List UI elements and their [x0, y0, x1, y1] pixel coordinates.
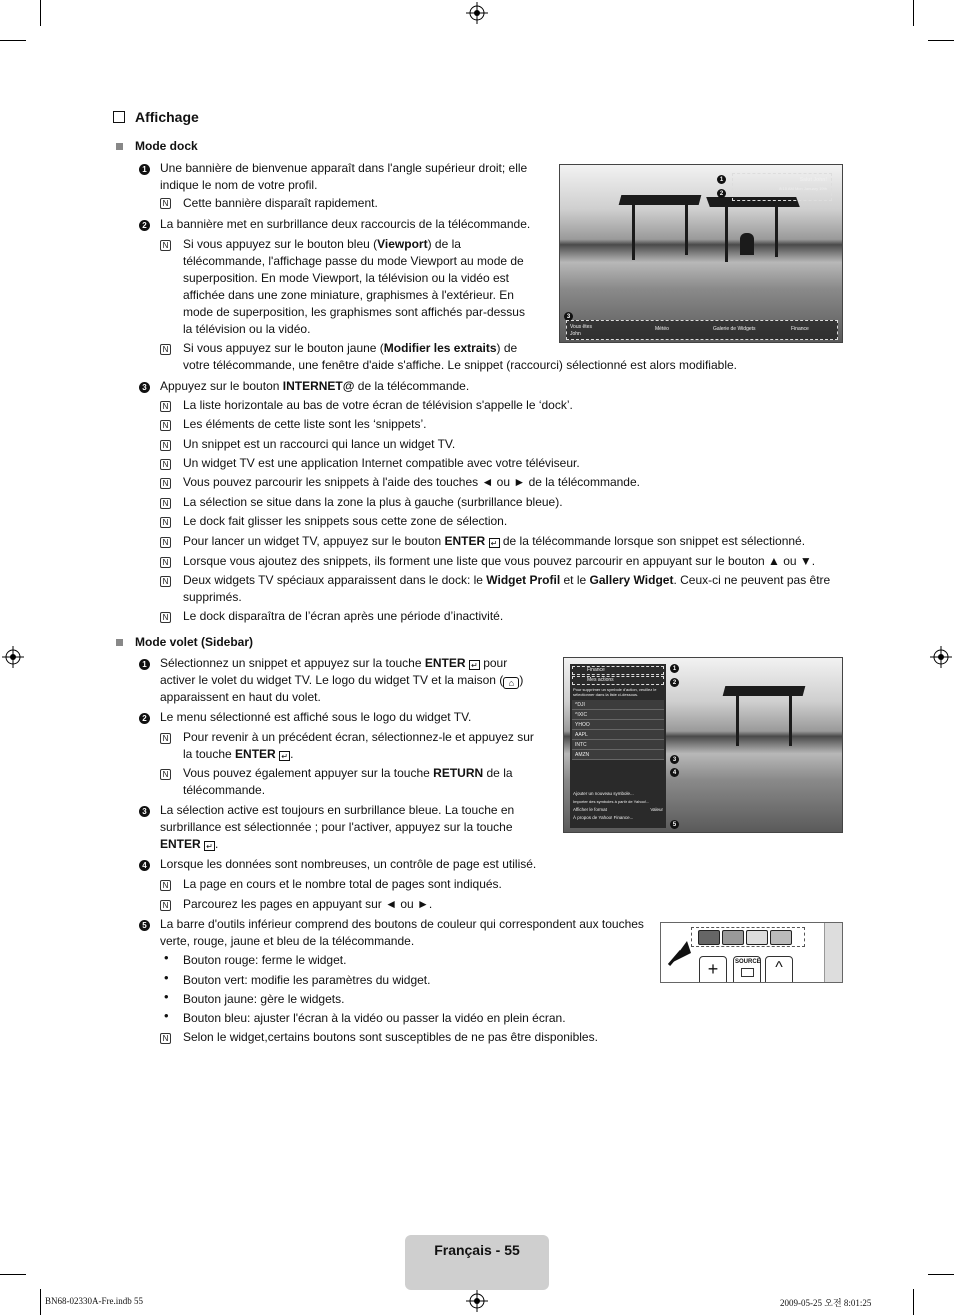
volume-up-button[interactable]: + [699, 956, 727, 983]
dock-heading: Mode dock [135, 139, 198, 153]
note-icon: N [160, 459, 171, 470]
crop-mark [913, 1289, 914, 1315]
sidebar-action[interactable]: Afficher le format [573, 807, 607, 812]
note-icon: N [160, 537, 171, 548]
sidebar-item1-line3: apparaissent en haut du volet. [160, 690, 321, 704]
source-button[interactable] [733, 956, 761, 983]
dock-item3-note: Les éléments de cette liste sont les ‘snippets’. [183, 417, 427, 431]
pointer-arrow-icon [667, 939, 697, 967]
hut-roof [723, 686, 806, 696]
dock-item2-text: La bannière met en surbrillance deux raccourcis de la télécommande. [160, 217, 531, 231]
welcome-banner [732, 173, 832, 201]
stock-list [572, 700, 664, 760]
registration-mark-icon [2, 646, 24, 668]
number-1-icon: 1 [139, 164, 150, 175]
callout-5-icon: 5 [670, 820, 679, 829]
source-label: SOURCE [735, 959, 761, 965]
dock-note-list: Lorsque vous ajoutez des snippets, ils forment une liste que vous pouvez parcourir en appuyant sur le bouton ▲ ou ▼. [183, 554, 816, 568]
number-2-icon: 2 [139, 220, 150, 231]
hut-post [775, 207, 778, 257]
note-icon: N [160, 612, 171, 623]
number-2-icon: 2 [139, 713, 150, 724]
file-name: BN68-02330A-Fre.indb 55 [45, 1296, 143, 1306]
print-date: 2009-05-25 오전 8:01:25 [780, 1298, 872, 1308]
bullet-icon: • [164, 1008, 169, 1023]
note-icon: N [160, 900, 171, 911]
widget-dock[interactable] [566, 320, 838, 340]
sidebar-item2-note2-line: télécommande. [183, 783, 266, 797]
dock-mode-screenshot [559, 164, 843, 343]
section-title: Affichage [135, 109, 199, 125]
page-number: Français - 55 [434, 1242, 520, 1258]
page-number-box [405, 1235, 549, 1290]
dock-item3-note: La liste horizontale au bas de votre écran de télévision s'appelle le ‘dock’. [183, 398, 573, 412]
stock-row[interactable]: AMZN [572, 750, 664, 760]
callout-1-icon: 1 [670, 664, 679, 673]
dock-snippet-gallery[interactable]: Galerie de Widgets [713, 326, 756, 332]
sidebar-action[interactable]: Importer des symboles à partir de Yahoo!... [573, 799, 650, 804]
dock-item2-note2: Si vous appuyez sur le bouton jaune (Modifier les extraits) de [183, 341, 518, 355]
note-icon: N [160, 344, 171, 355]
square-bullet-icon [116, 639, 123, 646]
sidebar-item2: Le menu sélectionné est affiché sous le logo du widget TV. [160, 710, 472, 724]
crop-mark [928, 1274, 954, 1275]
hut-post [789, 696, 792, 746]
sidebar-item3: La sélection active est toujours en surbrillance bleue. La touche en [160, 803, 515, 817]
welcome-text: Salut John! [799, 177, 827, 183]
hut-post [685, 205, 688, 255]
callout-3-icon: 3 [564, 312, 573, 321]
stock-row[interactable]: YHOO [572, 720, 664, 730]
dock-snippet-profile[interactable]: Vous êtes John [570, 324, 592, 337]
checkbox-icon [113, 111, 125, 123]
person-silhouette [740, 233, 754, 255]
sidebar-mode-screenshot [563, 657, 843, 833]
sidebar-format-value: Valeur [650, 807, 663, 812]
callout-3-icon: 3 [670, 755, 679, 764]
note-icon: N [160, 517, 171, 528]
sidebar-title: Finance [572, 666, 664, 675]
callout-1-icon: 1 [717, 175, 726, 184]
bullet-icon: • [164, 950, 169, 965]
dock-item2-note1: Si vous appuyez sur le bouton bleu (Viewport) de la [183, 237, 461, 251]
dock-snippet-finance[interactable]: Finance [791, 326, 809, 332]
sidebar-description: Pour supprimer un symbole d'action, veuillez le sélectionner dans la liste ci-dessous. [573, 687, 657, 697]
remote-illustration [660, 922, 843, 983]
welcome-subtext: 8:15 AM Mon January 19th [779, 186, 827, 191]
crop-mark [40, 0, 41, 26]
note-icon: N [160, 440, 171, 451]
dock-item1-note: Cette bannière disparaît rapidement. [183, 196, 378, 210]
sidebar-item2-note1: Pour revenir à un précédent écran, sélectionnez-le et appuyez sur [183, 730, 534, 744]
blue-button[interactable] [770, 930, 792, 945]
sidebar-menu[interactable]: Mes actions [572, 676, 664, 685]
dock-note-last: Le dock disparaîtra de l’écran après une période d’inactivité. [183, 609, 504, 623]
sidebar-item2-note1-line: la touche ENTER ↵ . [183, 747, 294, 761]
number-3-icon: 3 [139, 806, 150, 817]
registration-mark-icon [466, 1290, 488, 1312]
callout-4-icon: 4 [670, 768, 679, 777]
sidebar-item5: La barre d'outils inférieur comprend des boutons de couleur qui correspondent aux touches [160, 917, 644, 931]
callout-2-icon: 2 [670, 678, 679, 687]
hut-post [725, 207, 728, 262]
number-1-icon: 1 [139, 659, 150, 670]
enter-key-icon: ↵ [469, 660, 480, 670]
dock-item3-note: Vous pouvez parcourir les snippets à l'aide des touches ◄ ou ► de la télécommande. [183, 475, 640, 489]
sidebar-item3-line: ENTER ↵ . [160, 837, 219, 851]
remote-side [824, 923, 843, 982]
note-icon: N [160, 478, 171, 489]
dock-item3-note: Un widget TV est une application Internet compatible avec votre téléviseur. [183, 456, 580, 470]
dock-item3-note: Un snippet est un raccourci qui lance un widget TV. [183, 437, 456, 451]
green-button[interactable] [722, 930, 744, 945]
red-button[interactable] [698, 930, 720, 945]
registration-mark-icon [466, 2, 488, 24]
bullet-blue: Bouton bleu: ajuster l'écran à la vidéo ou passer la vidéo en plein écran. [183, 1011, 566, 1025]
crop-mark [40, 1289, 41, 1315]
sidebar-action[interactable]: Ajouter un nouveau symbole... [573, 791, 634, 796]
stock-row[interactable]: INTC [572, 740, 664, 750]
stock-row[interactable]: AAPL [572, 730, 664, 740]
source-icon [741, 968, 754, 977]
number-4-icon: 4 [139, 860, 150, 871]
sidebar-action[interactable]: À propos de Yahoo! Finance... [573, 815, 634, 820]
note-icon: N [160, 240, 171, 251]
bullet-icon: • [164, 970, 169, 985]
sidebar-final-note: Selon le widget,certains boutons sont susceptibles de ne pas être disponibles. [183, 1030, 598, 1044]
note-icon: N [160, 733, 171, 744]
bullet-yellow: Bouton jaune: gère le widgets. [183, 992, 345, 1006]
sidebar-item4: Lorsque les données sont nombreuses, un contrôle de page est utilisé. [160, 857, 537, 871]
dock-snippet-weather[interactable]: Météo [655, 326, 669, 332]
note-icon: N [160, 198, 171, 209]
dock-item3-text: Appuyez sur le bouton INTERNET@ de la télécommande. [160, 379, 470, 393]
sidebar-item2-note2: Vous pouvez également appuyer sur la touche RETURN de la [183, 766, 513, 780]
bullet-green: Bouton vert: modifie les paramètres du widget. [183, 973, 431, 987]
dock-item2-note1-line: mode de superposition, les graphismes sont affichés par-dessus [183, 305, 525, 319]
sidebar-item4-note: Parcourez les pages en appuyant sur ◄ ou ►. [183, 897, 433, 911]
hut-post [736, 696, 739, 746]
dock-note-special: Deux widgets TV spéciaux apparaissent dans le dock: le Widget Profil et le Gallery Widget. Ceux-ci ne peuvent pas être [183, 573, 831, 587]
note-icon: N [160, 576, 171, 587]
stock-row[interactable]: ^DJI [572, 700, 664, 710]
dock-note-enter: Pour lancer un widget TV, appuyez sur le bouton ENTER ↵ de la télécommande lorsque son snippet est sélectionné. [183, 534, 806, 548]
enter-key-icon: ↵ [204, 841, 215, 851]
crop-mark [928, 40, 954, 41]
note-icon: N [160, 498, 171, 509]
dock-item2-note1-line: télécommande, l'affichage passe du mode Viewport au mode de [183, 254, 524, 268]
sidebar-item1-line2: activer le volet du widget TV. Le logo du widget TV et la maison ( ⌂ ) [160, 673, 524, 688]
dock-item2-note1-line: affichée dans une zone miniature, graphismes à l'extérieur. En [183, 288, 514, 302]
bullet-icon: • [164, 989, 169, 1004]
dock-item3-note: La sélection se situe dans la zone la plus à gauche (surbrillance bleue). [183, 495, 563, 509]
home-icon: ⌂ [503, 677, 519, 689]
square-bullet-icon [116, 143, 123, 150]
sidebar-item1: Sélectionnez un snippet et appuyez sur la touche ENTER ↵ pour [160, 656, 508, 670]
dock-item3-note: Le dock fait glisser les snippets sous cette zone de sélection. [183, 514, 508, 528]
sidebar-panel [570, 664, 666, 828]
callout-2-icon: 2 [717, 189, 726, 198]
dock-item1-text: Une bannière de bienvenue apparaît dans l'angle supérieur droit; elle [160, 161, 528, 175]
dock-item2-note1-line: la télévision ou la vidéo. [183, 322, 311, 336]
sidebar-heading: Mode volet (Sidebar) [135, 635, 254, 649]
dock-item2-note2-line: votre télécommande, une fenêtre d'aide s'affiche. Le snippet (raccourci) sélectionné est alors modifiable. [183, 358, 737, 372]
bullet-red: Bouton rouge: ferme le widget. [183, 953, 347, 967]
number-5-icon: 5 [139, 920, 150, 931]
note-icon: N [160, 880, 171, 891]
note-icon: N [160, 1033, 171, 1044]
sidebar-item4-note: La page en cours et le nombre total de pages sont indiqués. [183, 877, 502, 891]
yellow-button[interactable] [746, 930, 768, 945]
registration-mark-icon [930, 646, 952, 668]
crop-mark [913, 0, 914, 26]
note-icon: N [160, 769, 171, 780]
hut-roof [619, 195, 702, 205]
sidebar-item5-line: verte, rouge, jaune et bleu de la télécommande. [160, 934, 415, 948]
number-3-icon: 3 [139, 382, 150, 393]
dock-note-special-line: supprimés. [183, 590, 242, 604]
dock-item2-note1-line: superposition. En mode Viewport, la télévision ou la vidéo est [183, 271, 509, 285]
channel-up-button[interactable]: ^ [765, 956, 793, 983]
hut-post [632, 205, 635, 260]
dock-item1-text2: indique le nom de votre profil. [160, 178, 318, 192]
stock-row[interactable]: ^IXIC [572, 710, 664, 720]
note-icon: N [160, 557, 171, 568]
sidebar-item3-line: surbrillance est sélectionnée ; pour l'activer, appuyez sur la touche [160, 820, 513, 834]
crop-mark [0, 1274, 26, 1275]
note-icon: N [160, 420, 171, 431]
enter-key-icon: ↵ [489, 538, 500, 548]
crop-mark [0, 40, 26, 41]
note-icon: N [160, 401, 171, 412]
enter-key-icon: ↵ [279, 751, 290, 761]
